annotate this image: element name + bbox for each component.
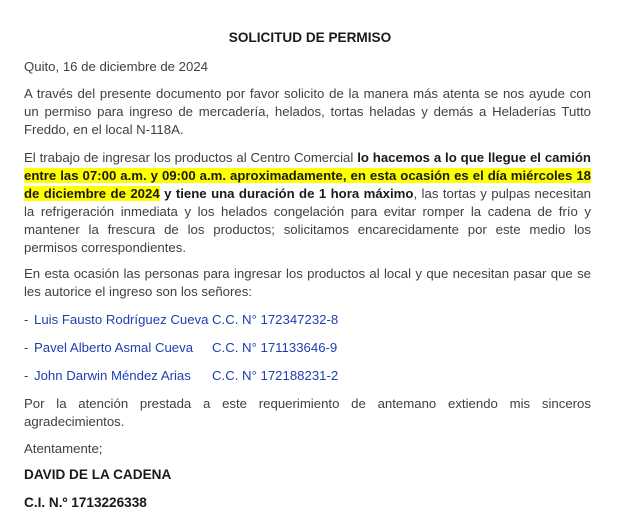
list-dash: - (24, 340, 29, 355)
document-title: SOLICITUD DE PERMISO (228, 30, 392, 45)
paragraph-people-intro: En esta ocasión las personas para ingresar los productos al local y que necesitan pasar que se les autorice el ingreso son los señores: (24, 266, 591, 299)
paragraph-thanks: Por la atención prestada a este requerimiento de antemano extiendo mis sinceros agradecimientos. (24, 396, 591, 429)
paragraph-intro: A través del presente documento por favor solicito de la manera más atenta se nos ayude con un permiso para ingreso de mercadería, helados, tortas heladas y demás a Heladerías Tutto Freddo, en el local N-118A. (24, 86, 591, 137)
person-id: C.C. N° 172188231-2 (212, 368, 339, 383)
signer-id: C.I. N.º 1713226338 (24, 495, 147, 510)
person-item (24, 339, 591, 357)
date-line: Quito, 16 de diciembre de 2024 (24, 59, 209, 74)
person-id: C.C. N° 172347232-8 (212, 312, 339, 327)
person-item (24, 367, 591, 385)
list-dash: - (24, 312, 29, 327)
person-name: Luis Fausto Rodríguez Cueva (34, 312, 209, 327)
schedule-text-2: , las tortas y pulpas necesitan la refrigeración inmediata y los helados congelación para evitar romper la cadena de frío y mantener la frescura de los productos; solicitamos encarecidamente por este medio los permisos correspondientes. (24, 186, 591, 255)
paragraph-schedule (24, 149, 591, 257)
signer-name: DAVID DE LA CADENA (24, 467, 172, 482)
schedule-text-bold: lo hacemos a lo que llegue el camión (357, 150, 591, 165)
person-item (24, 311, 591, 329)
schedule-text-1: El trabajo de ingresar los productos al Centro Comercial (24, 150, 358, 165)
list-dash: - (24, 368, 29, 383)
person-name: John Darwin Méndez Arias (34, 368, 191, 383)
person-id: C.C. N° 171133646-9 (212, 340, 338, 355)
schedule-highlight: entre las 07:00 a.m. y 09:00 a.m. aproximadamente, en esta ocasión es el día miércoles 18 de diciembre de 2024 (24, 168, 591, 201)
schedule-duration: y tiene una duración de 1 hora máximo (159, 186, 414, 201)
closing-line: Atentamente; (24, 441, 103, 456)
person-name: Pavel Alberto Asmal Cueva (34, 340, 194, 355)
